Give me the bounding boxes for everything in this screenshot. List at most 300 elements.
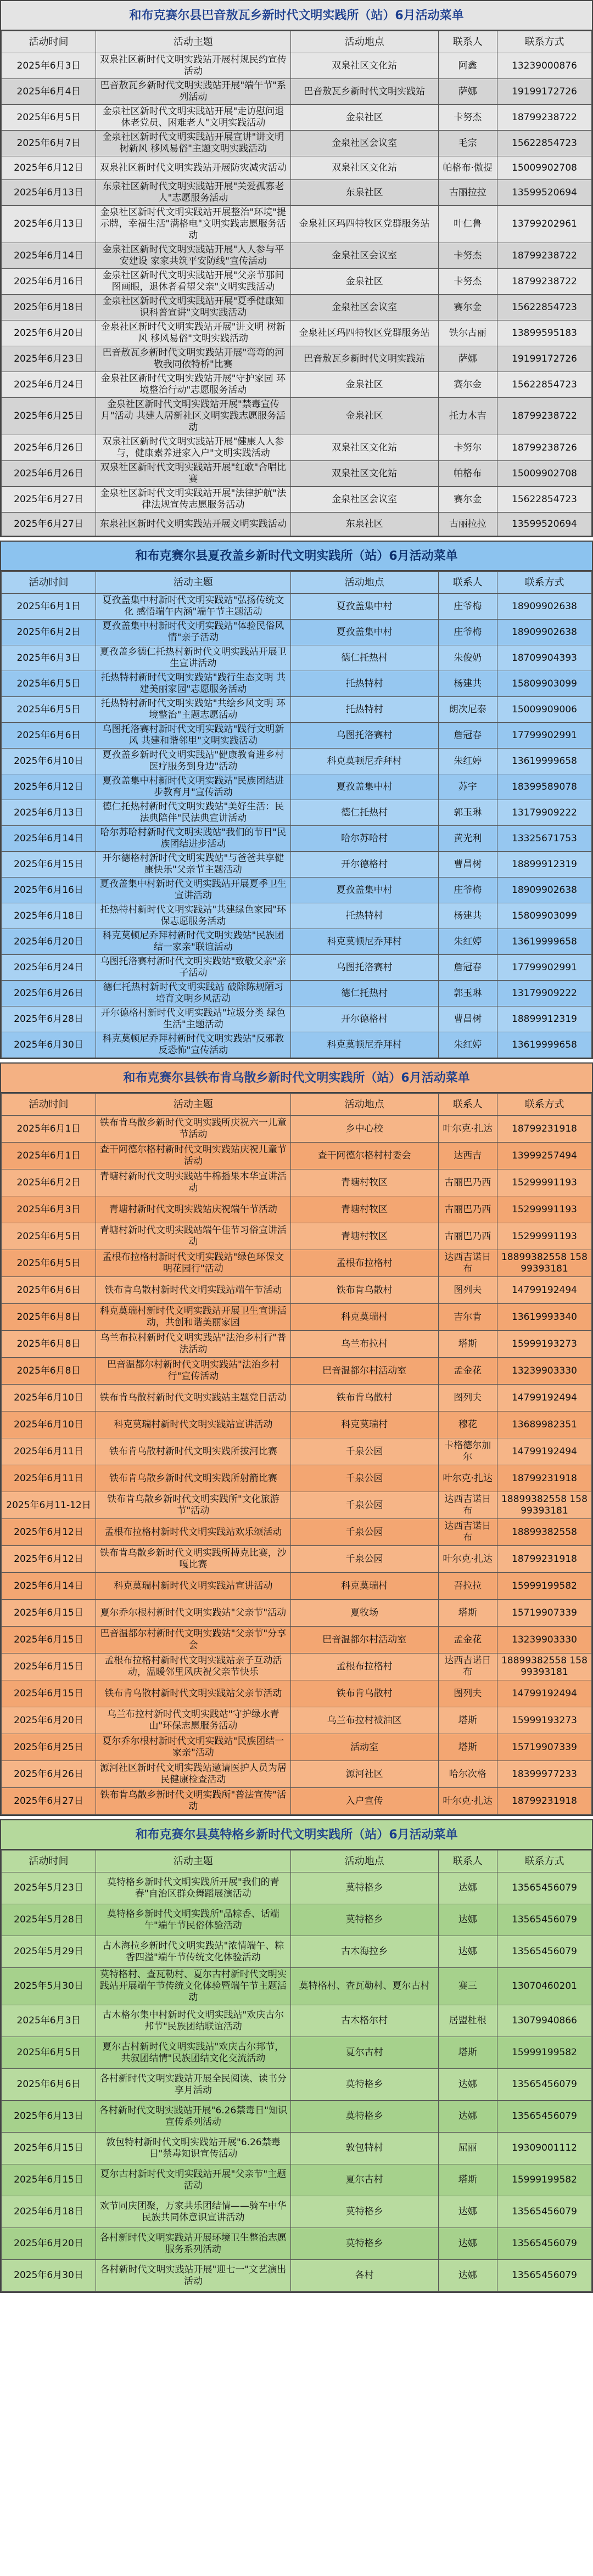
table-row <box>2 981 592 1006</box>
cell-topic: 金泉社区新时代文明实践站开展"守护家园 环境整治行动"志愿服务活动 <box>96 372 291 398</box>
cell-date: 2025年6月25日 <box>2 1734 96 1761</box>
table-row <box>2 1573 592 1600</box>
cell-phone: 18799238722 <box>497 398 592 435</box>
cell-date: 2025年6月20日 <box>2 2228 96 2260</box>
cell-place: 莫特格乡 <box>290 2228 438 2260</box>
column-header-topic: 活动主题 <box>96 31 291 53</box>
cell-date: 2025年6月5日 <box>2 1223 96 1250</box>
cell-phone: 18799238722 <box>497 105 592 131</box>
table-row <box>2 320 592 346</box>
cell-person: 达西吉诺日布 <box>438 1250 497 1277</box>
table-row <box>2 1872 592 1904</box>
cell-phone: 13619999658 <box>497 1032 592 1058</box>
cell-topic: 东泉社区新时代文明实践站开展"关爱孤寡老人"志愿服务活动 <box>96 180 291 206</box>
cell-date: 2025年6月11-12日 <box>2 1492 96 1519</box>
column-header-place: 活动地点 <box>290 572 438 594</box>
cell-phone: 15719907339 <box>497 1734 592 1761</box>
cell-person: 哈尔次格 <box>438 1761 497 1788</box>
cell-date: 2025年6月24日 <box>2 955 96 981</box>
cell-phone: 14799192494 <box>497 1438 592 1465</box>
cell-topic: 德仁托热村新时代文明实践站 破除陈规陋习 培育文明乡风活动 <box>96 981 291 1006</box>
cell-phone: 17799902991 <box>497 955 592 981</box>
cell-topic: 夏孜盖集中村新时代文明实践站"民族团结进步教育月"宣传活动 <box>96 774 291 800</box>
cell-place: 乌图托洛赛村 <box>290 723 438 749</box>
cell-date: 2025年6月12日 <box>2 156 96 180</box>
cell-topic: 托热特村新时代文明实践站"践行生态文明 共建美丽家园"志愿服务活动 <box>96 671 291 697</box>
cell-person: 曹昌树 <box>438 1006 497 1032</box>
cell-topic: 铁布肯乌散乡新时代文明实践所"普法宣传"活动 <box>96 1788 291 1815</box>
cell-date: 2025年6月14日 <box>2 243 96 269</box>
cell-phone: 19199172726 <box>497 79 592 105</box>
cell-topic: 夏尔古村新时代文明实践站"欢庆古尔邦节，共叙团结情"民族团结文化交流活动 <box>96 2037 291 2069</box>
cell-topic: 各村新时代文明实践站开展全民阅读、读书分享月活动 <box>96 2069 291 2101</box>
cell-place: 金泉社区会议室 <box>290 131 438 156</box>
cell-phone: 13619999658 <box>497 749 592 774</box>
cell-date: 2025年6月12日 <box>2 1546 96 1573</box>
cell-topic: 金泉社区新时代文明实践站开展"法律护航"法律法规宣传志愿服务活动 <box>96 487 291 513</box>
cell-place: 托热特村 <box>290 903 438 929</box>
cell-phone: 15999199582 <box>497 1573 592 1600</box>
cell-place: 科克莫顿尼乔拜村 <box>290 1032 438 1058</box>
cell-person: 图列夫 <box>438 1277 497 1304</box>
table-row <box>2 2228 592 2260</box>
cell-phone: 13070460201 <box>497 1968 592 2005</box>
table-row <box>2 1600 592 1627</box>
cell-topic: 铁布肯乌散乡新时代文明实践所庆祝六一儿童节活动 <box>96 1116 291 1143</box>
cell-topic: 开尔德格村新时代文明实践站"与爸爸共享健康快乐"父亲节主题活动 <box>96 852 291 878</box>
cell-place: 夏尔古村 <box>290 2037 438 2069</box>
cell-date: 2025年6月8日 <box>2 1304 96 1331</box>
cell-person: 卡努杰 <box>438 269 497 295</box>
cell-person: 达娜 <box>438 2260 497 2292</box>
cell-phone: 13799202961 <box>497 206 592 243</box>
cell-place: 双泉社区文化站 <box>290 461 438 487</box>
cell-topic: 巴音敖瓦乡新时代文明实践站开展"弯弯的河 敬我同依特桥"比赛 <box>96 346 291 372</box>
table-row <box>2 372 592 398</box>
cell-date: 2025年6月6日 <box>2 2069 96 2101</box>
cell-place: 金泉社区玛四特牧区党群服务站 <box>290 320 438 346</box>
cell-person: 赛尔金 <box>438 487 497 513</box>
cell-person: 达娜 <box>438 2069 497 2101</box>
cell-topic: 夏尔乔尔根村新时代文明实践站"父亲节"活动 <box>96 1600 291 1627</box>
table-row <box>2 774 592 800</box>
table-row <box>2 1904 592 1936</box>
cell-date: 2025年6月16日 <box>2 269 96 295</box>
cell-place: 莫特格乡 <box>290 2069 438 2101</box>
cell-person: 郭玉琳 <box>438 800 497 826</box>
cell-place: 铁布肯乌散村 <box>290 1385 438 1411</box>
cell-date: 2025年6月28日 <box>2 1006 96 1032</box>
cell-date: 2025年6月20日 <box>2 1707 96 1734</box>
cell-phone: 18799238726 <box>497 435 592 461</box>
cell-date: 2025年6月10日 <box>2 749 96 774</box>
column-header-topic: 活动主题 <box>96 1851 291 1872</box>
cell-person: 居盟杜根 <box>438 2005 497 2037</box>
cell-date: 2025年6月15日 <box>2 2133 96 2164</box>
activity-table <box>1 571 592 1058</box>
cell-phone: 15009909006 <box>497 697 592 723</box>
cell-phone: 15622854723 <box>497 372 592 398</box>
cell-person: 朗次尼泰 <box>438 697 497 723</box>
cell-phone: 15809903099 <box>497 671 592 697</box>
cell-place: 夏尔古村 <box>290 2164 438 2196</box>
cell-date: 2025年6月1日 <box>2 1143 96 1169</box>
cell-person: 达娜 <box>438 1872 497 1904</box>
cell-date: 2025年5月28日 <box>2 1904 96 1936</box>
cell-phone: 15009902708 <box>497 156 592 180</box>
cell-phone: 19309001112 <box>497 2133 592 2164</box>
cell-phone: 18799238722 <box>497 243 592 269</box>
table-row <box>2 1653 592 1680</box>
cell-place: 金泉社区 <box>290 269 438 295</box>
cell-place: 金泉社区玛四特牧区党群服务站 <box>290 206 438 243</box>
cell-topic: 乌图托洛赛村新时代文明实践站"践行文明新风 共建和谐邻里"文明实践活动 <box>96 723 291 749</box>
cell-place: 青塘村牧区 <box>290 1196 438 1223</box>
table-row <box>2 1196 592 1223</box>
cell-date: 2025年6月3日 <box>2 645 96 671</box>
cell-date: 2025年6月15日 <box>2 1653 96 1680</box>
section-title: 和布克赛尔县莫特格乡新时代文明实践所（站）6月活动菜单 <box>1 1820 592 1850</box>
cell-topic: 夏孜盖乡新时代文明实践站"健康教育进乡村 医疗服务到身边"活动 <box>96 749 291 774</box>
table-row <box>2 749 592 774</box>
cell-person: 图列夫 <box>438 1680 497 1707</box>
cell-date: 2025年6月2日 <box>2 620 96 645</box>
cell-place: 千泉公园 <box>290 1492 438 1519</box>
cell-date: 2025年6月27日 <box>2 513 96 536</box>
cell-date: 2025年6月5日 <box>2 2037 96 2069</box>
table-row <box>2 1788 592 1815</box>
cell-topic: 铁布肯乌散村新时代文明实践站父亲节活动 <box>96 1680 291 1707</box>
cell-topic: 夏孜盖集中村新时代文明实践站开展夏季卫生宣讲活动 <box>96 878 291 903</box>
table-row <box>2 461 592 487</box>
cell-person: 朱俊奶 <box>438 645 497 671</box>
cell-place: 德仁托热村 <box>290 645 438 671</box>
table-row <box>2 697 592 723</box>
cell-phone: 18899912319 <box>497 1006 592 1032</box>
table-row <box>2 1385 592 1411</box>
cell-phone: 14799192494 <box>497 1277 592 1304</box>
cell-place: 东泉社区 <box>290 180 438 206</box>
cell-place: 金泉社区 <box>290 372 438 398</box>
cell-phone: 18709904393 <box>497 645 592 671</box>
table-row <box>2 929 592 955</box>
cell-topic: 金泉社区新时代文明实践站开展整治"环境"提示牌，幸福生活"满格电"文明实践志愿服务活动 <box>96 206 291 243</box>
cell-date: 2025年5月29日 <box>2 1936 96 1968</box>
cell-date: 2025年6月27日 <box>2 1788 96 1815</box>
cell-person: 塔斯 <box>438 2164 497 2196</box>
cell-person: 杨建共 <box>438 671 497 697</box>
cell-topic: 科克莫顿尼乔拜村新时代文明实践站"民族团结一家亲"联谊活动 <box>96 929 291 955</box>
cell-topic: 查干阿德尔格村新时代文明实践站庆祝儿童节活动 <box>96 1143 291 1169</box>
cell-place: 科克莫顿尼乔拜村 <box>290 749 438 774</box>
cell-topic: 孟根布拉格村新时代文明实践站亲子互动活动，温暖邻里风庆祝父亲节快乐 <box>96 1653 291 1680</box>
cell-phone: 15299991193 <box>497 1223 592 1250</box>
table-row <box>2 1465 592 1492</box>
cell-place: 德仁托热村 <box>290 800 438 826</box>
cell-person: 卡努杰 <box>438 105 497 131</box>
cell-date: 2025年6月12日 <box>2 1519 96 1546</box>
cell-topic: 莫特格乡新时代文明实践所"品粽香、话端午"端午节民俗体验活动 <box>96 1904 291 1936</box>
table-row <box>2 1411 592 1438</box>
cell-date: 2025年6月30日 <box>2 1032 96 1058</box>
cell-person: 塔斯 <box>438 1600 497 1627</box>
cell-date: 2025年6月15日 <box>2 1680 96 1707</box>
table-header-row <box>2 1094 592 1116</box>
cell-person: 塔斯 <box>438 2037 497 2069</box>
cell-place: 孟根布拉格村 <box>290 1653 438 1680</box>
cell-person: 毛宗 <box>438 131 497 156</box>
cell-phone: 13599520694 <box>497 513 592 536</box>
cell-topic: 科克莫瑞村新时代文明实践站宣讲活动 <box>96 1573 291 1600</box>
cell-person: 朱红婷 <box>438 1032 497 1058</box>
cell-date: 2025年6月15日 <box>2 1627 96 1653</box>
cell-topic: 欢节同庆团聚，万家共乐团结情——骑车中华民族共同体意识宣讲活动 <box>96 2196 291 2228</box>
cell-date: 2025年6月20日 <box>2 929 96 955</box>
cell-topic: 科克莫瑞村新时代文明实践站宣讲活动 <box>96 1411 291 1438</box>
cell-place: 巴音温都尔村活动室 <box>290 1627 438 1653</box>
table-row <box>2 1358 592 1385</box>
cell-place: 巴音温都尔村活动室 <box>290 1358 438 1385</box>
table-row <box>2 1250 592 1277</box>
table-row <box>2 1492 592 1519</box>
cell-date: 2025年6月6日 <box>2 723 96 749</box>
table-row <box>2 105 592 131</box>
cell-place: 夏孜盖集中村 <box>290 620 438 645</box>
cell-person: 赛三 <box>438 1968 497 2005</box>
cell-person: 朱红婷 <box>438 929 497 955</box>
cell-topic: 古木格尔集中村新时代文明实践站"欢庆古尔邦节"民族团结联谊活动 <box>96 2005 291 2037</box>
cell-phone: 18899382558 15899393181 <box>497 1250 592 1277</box>
cell-topic: 各村新时代文明实践站开展"迎七一"文艺演出活动 <box>96 2260 291 2292</box>
cell-topic: 金泉社区新时代文明实践站开展宣讲"讲文明 树新风 移风易俗"主题文明实践活动 <box>96 131 291 156</box>
cell-place: 古木格尔村 <box>290 2005 438 2037</box>
cell-phone: 18799231918 <box>497 1788 592 1815</box>
cell-date: 2025年6月3日 <box>2 53 96 79</box>
cell-place: 千泉公园 <box>290 1438 438 1465</box>
table-row <box>2 1680 592 1707</box>
cell-topic: 夏尔乔尔根村新时代文明实践站"民族团结一家亲"活动 <box>96 1734 291 1761</box>
table-row <box>2 1277 592 1304</box>
table-row <box>2 723 592 749</box>
cell-date: 2025年6月14日 <box>2 1573 96 1600</box>
cell-topic: 铁布肯乌散乡新时代文明实践所搏克比赛，沙嘎比赛 <box>96 1546 291 1573</box>
table-row <box>2 1734 592 1761</box>
cell-place: 开尔德格村 <box>290 852 438 878</box>
activity-section <box>0 541 593 1059</box>
column-header-person: 联系人 <box>438 31 497 53</box>
table-row <box>2 269 592 295</box>
cell-phone: 15999193273 <box>497 1331 592 1358</box>
cell-place: 孟根布拉格村 <box>290 1250 438 1277</box>
table-row <box>2 1006 592 1032</box>
cell-phone: 15622854723 <box>497 487 592 513</box>
table-row <box>2 79 592 105</box>
cell-phone: 13619999658 <box>497 929 592 955</box>
cell-topic: 各村新时代文明实践站开展环境卫生整治志愿服务系列活动 <box>96 2228 291 2260</box>
column-header-topic: 活动主题 <box>96 1094 291 1116</box>
table-row <box>2 398 592 435</box>
cell-date: 2025年6月18日 <box>2 295 96 320</box>
column-header-place: 活动地点 <box>290 1094 438 1116</box>
cell-person: 孟金花 <box>438 1358 497 1385</box>
cell-place: 金泉社区 <box>290 398 438 435</box>
cell-date: 2025年6月10日 <box>2 1411 96 1438</box>
column-header-phone: 联系方式 <box>497 1851 592 1872</box>
cell-phone: 13599520694 <box>497 180 592 206</box>
cell-place: 金泉社区 <box>290 105 438 131</box>
cell-person: 阿鑫 <box>438 53 497 79</box>
cell-place: 千泉公园 <box>290 1465 438 1492</box>
cell-person: 帕格布·傲提 <box>438 156 497 180</box>
cell-person: 詹冠春 <box>438 955 497 981</box>
cell-phone: 13179909222 <box>497 800 592 826</box>
column-header-person: 联系人 <box>438 1851 497 1872</box>
cell-topic: 金泉社区新时代文明实践站开展"讲文明 树新风 移风易俗"文明实践活动 <box>96 320 291 346</box>
cell-person: 卡格德尔加尔 <box>438 1438 497 1465</box>
cell-topic: 巴音温都尔村新时代文明实践站"父亲节"分享会 <box>96 1627 291 1653</box>
cell-topic: 铁布肯乌散村新时代文明实践站端午节活动 <box>96 1277 291 1304</box>
table-row <box>2 671 592 697</box>
cell-place: 查干阿德尔格村村委会 <box>290 1143 438 1169</box>
table-row <box>2 903 592 929</box>
cell-place: 夏孜盖集中村 <box>290 878 438 903</box>
cell-date: 2025年5月30日 <box>2 1968 96 2005</box>
cell-topic: 乌兰布拉村新时代文明实践站"守护绿水青山"环保志愿服务活动 <box>96 1707 291 1734</box>
cell-topic: 铁布肯乌散村新时代文明实践所拔河比赛 <box>96 1438 291 1465</box>
table-row <box>2 2260 592 2292</box>
cell-phone: 13565456079 <box>497 1936 592 1968</box>
cell-topic: 夏孜盖集中村新时代文明实践站"体验民俗风情"亲子活动 <box>96 620 291 645</box>
cell-place: 敦包特村 <box>290 2133 438 2164</box>
table-row <box>2 435 592 461</box>
cell-place: 东泉社区 <box>290 513 438 536</box>
cell-person: 达西吉诺日布 <box>438 1653 497 1680</box>
cell-place: 科克莫瑞村 <box>290 1411 438 1438</box>
column-header-date: 活动时间 <box>2 1851 96 1872</box>
cell-person: 庄爷梅 <box>438 594 497 620</box>
cell-date: 2025年6月26日 <box>2 461 96 487</box>
cell-topic: 双泉社区新时代文明实践站开展"红歌"合唱比赛 <box>96 461 291 487</box>
cell-person: 达西吉诺日布 <box>438 1492 497 1519</box>
cell-topic: 夏孜盖集中村新时代文明实践站"弘扬传统文化 感悟端午内涵"端午节主题活动 <box>96 594 291 620</box>
cell-phone: 18909902638 <box>497 620 592 645</box>
cell-place: 铁布肯乌散村 <box>290 1680 438 1707</box>
cell-topic: 德仁托热村新时代文明实践站"美好生活：民法典陪伴"民法典宣讲活动 <box>96 800 291 826</box>
cell-topic: 东泉社区新时代文明实践站开展文明实践活动 <box>96 513 291 536</box>
cell-phone: 15999199582 <box>497 2037 592 2069</box>
cell-topic: 青塘村新时代文明实践站牛棉播果本华宣讲活动 <box>96 1169 291 1196</box>
table-row <box>2 1761 592 1788</box>
cell-topic: 金泉社区新时代文明实践站开展"走访慰问退休老党员、困难老人"文明实践活动 <box>96 105 291 131</box>
cell-phone: 13999257494 <box>497 1143 592 1169</box>
cell-person: 赛尔金 <box>438 295 497 320</box>
column-header-date: 活动时间 <box>2 572 96 594</box>
cell-date: 2025年6月2日 <box>2 1169 96 1196</box>
cell-place: 夏孜盖集中村 <box>290 594 438 620</box>
cell-topic: 巴音温都尔村新时代文明实践站"法治乡村行"宣传活动 <box>96 1358 291 1385</box>
cell-person: 古丽拉拉 <box>438 513 497 536</box>
cell-place: 科克莫顿尼乔拜村 <box>290 929 438 955</box>
cell-place: 夏牧场 <box>290 1600 438 1627</box>
column-header-date: 活动时间 <box>2 31 96 53</box>
table-row <box>2 1169 592 1196</box>
cell-phone: 15299991193 <box>497 1169 592 1196</box>
cell-place: 各村 <box>290 2260 438 2292</box>
cell-place: 夏孜盖集中村 <box>290 774 438 800</box>
cell-date: 2025年6月13日 <box>2 2101 96 2133</box>
table-row <box>2 1116 592 1143</box>
cell-date: 2025年6月5日 <box>2 1250 96 1277</box>
cell-topic: 各村新时代文明实践站开展"6.26禁毒日"知识宣传系列活动 <box>96 2101 291 2133</box>
table-row <box>2 131 592 156</box>
cell-date: 2025年6月12日 <box>2 774 96 800</box>
cell-phone: 13565456079 <box>497 2228 592 2260</box>
table-row <box>2 826 592 852</box>
table-row <box>2 1438 592 1465</box>
column-header-place: 活动地点 <box>290 31 438 53</box>
cell-phone: 13899595183 <box>497 320 592 346</box>
cell-person: 塔斯 <box>438 1734 497 1761</box>
cell-person: 吾拉拉 <box>438 1573 497 1600</box>
table-row <box>2 620 592 645</box>
cell-date: 2025年6月3日 <box>2 1196 96 1223</box>
cell-topic: 金泉社区新时代文明实践站开展"父亲节那间图画眼，退休者看望父亲"文明实践活动 <box>96 269 291 295</box>
cell-date: 2025年6月26日 <box>2 435 96 461</box>
cell-person: 曹昌树 <box>438 852 497 878</box>
cell-phone: 14799192494 <box>497 1680 592 1707</box>
activity-section <box>0 1062 593 1816</box>
cell-person: 叶尔克·扎达 <box>438 1788 497 1815</box>
cell-person: 孟金花 <box>438 1627 497 1653</box>
cell-phone: 18799231918 <box>497 1465 592 1492</box>
table-header-row <box>2 1851 592 1872</box>
cell-phone: 18399977233 <box>497 1761 592 1788</box>
cell-date: 2025年6月11日 <box>2 1465 96 1492</box>
cell-person: 吉尔肯 <box>438 1304 497 1331</box>
activity-table <box>1 31 592 536</box>
cell-person: 古丽巴乃西 <box>438 1223 497 1250</box>
cell-topic: 金泉社区新时代文明实践站开展"禁毒宣传月"活动 共建人居新社区文明实践志愿服务活动 <box>96 398 291 435</box>
cell-phone: 15622854723 <box>497 295 592 320</box>
column-header-phone: 联系方式 <box>497 1094 592 1116</box>
cell-person: 詹冠春 <box>438 723 497 749</box>
column-header-place: 活动地点 <box>290 1851 438 1872</box>
cell-person: 朱红婷 <box>438 749 497 774</box>
cell-topic: 铁布肯乌散乡新时代文明实践所"文化旅游节"活动 <box>96 1492 291 1519</box>
section-title: 和布克赛尔县巴音敖瓦乡新时代文明实践所（站）6月活动菜单 <box>1 1 592 31</box>
cell-person: 萨娜 <box>438 346 497 372</box>
cell-topic: 科克莫顿尼乔拜村新时代文明实践站"反邪教反恐怖"宣传活动 <box>96 1032 291 1058</box>
cell-date: 2025年6月10日 <box>2 1385 96 1411</box>
cell-place: 青塘村牧区 <box>290 1223 438 1250</box>
cell-date: 2025年6月13日 <box>2 180 96 206</box>
cell-topic: 铁布肯乌散村新时代文明实践站主题党日活动 <box>96 1385 291 1411</box>
cell-topic: 青塘村新时代文明实践站端午佳节习俗宣讲活动 <box>96 1223 291 1250</box>
cell-topic: 敦包特村新时代文明实践站开展"6.26禁毒日"禁毒知识宣传活动 <box>96 2133 291 2164</box>
cell-person: 萨娜 <box>438 79 497 105</box>
cell-topic: 夏尔古村新时代文明实践站开展"父亲节"主题活动 <box>96 2164 291 2196</box>
cell-place: 活动室 <box>290 1734 438 1761</box>
cell-phone: 13689982351 <box>497 1411 592 1438</box>
cell-person: 庄爷梅 <box>438 620 497 645</box>
cell-phone: 13565456079 <box>497 2101 592 2133</box>
cell-place: 铁布肯乌散村 <box>290 1277 438 1304</box>
table-row <box>2 1331 592 1358</box>
cell-person: 杨建共 <box>438 903 497 929</box>
column-header-person: 联系人 <box>438 572 497 594</box>
cell-topic: 金泉社区新时代文明实践站开展"夏季健康知识科普宣讲"文明实践活动 <box>96 295 291 320</box>
cell-person: 塔斯 <box>438 1331 497 1358</box>
